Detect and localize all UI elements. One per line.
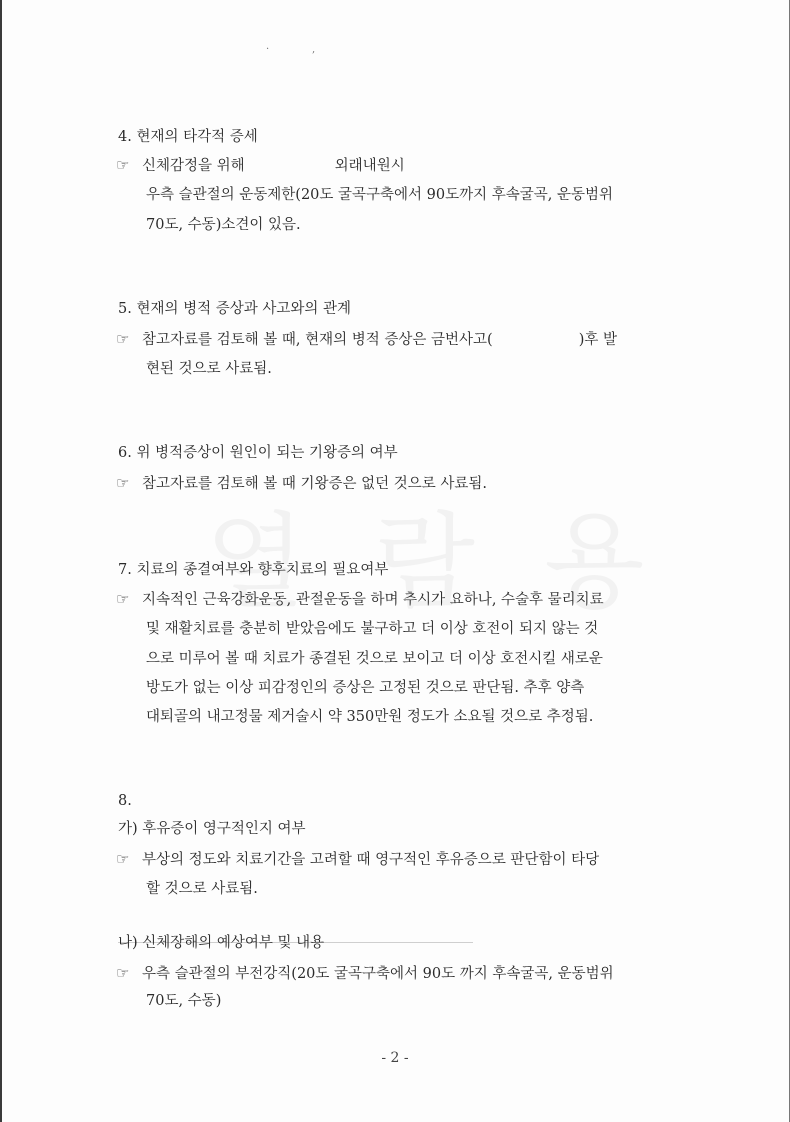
section-8a-title: 가) 후유증이 영구적인지 여부: [118, 821, 306, 837]
section-6-line1: 참고자료를 검토해 볼 때 기왕증은 없던 것으로 사료됨.: [142, 476, 488, 492]
section-8a-line2: 할 것으로 사료됨.: [146, 881, 258, 897]
section-7-line3: 으로 미루어 볼 때 치료가 종결된 것으로 보이고 더 이상 호전시킬 새로운: [146, 651, 603, 667]
section-7-item: [116, 592, 604, 608]
pointing-hand-icon: ☞: [116, 964, 130, 982]
section-6-item: [116, 476, 487, 492]
section-8a-item: [116, 852, 599, 868]
section-4-line2: [146, 188, 686, 203]
section-7-line2: 및 재활치료를 충분히 받았음에도 불구하고 더 이상 호전이 되지 않는 것: [146, 621, 599, 637]
section-8b-item: [116, 966, 614, 982]
section-8b-line1: 우측 슬관절의 부전강직(20도 굴곡구축에서 90도 까지 후속굴곡, 운동범위: [142, 966, 614, 982]
section-8-number: 8.: [118, 793, 132, 809]
section-7-line4: 방도가 없는 이상 피감정인의 증상은 고정된 것으로 판단됨. 추후 양측: [146, 680, 585, 696]
section-7-title: 7. 치료의 종결여부와 향후치료의 필요여부: [118, 562, 389, 578]
section-4-item: [116, 158, 405, 174]
section-8b-line2: 70도, 수동): [146, 993, 222, 1009]
section-8b-title: 나) 신체장해의 예상여부 및 내용: [118, 935, 325, 951]
pointing-hand-icon: ☞: [116, 156, 130, 174]
section-4-line3: 70도, 수동)소견이 있음.: [146, 217, 301, 233]
page-number: - 2 -: [381, 1050, 409, 1066]
section-6-title: 6. 위 병적증상이 원인이 되는 기왕증의 여부: [118, 445, 398, 461]
pointing-hand-icon: ☞: [116, 330, 130, 348]
section-5-title: 5. 현재의 병적 증상과 사고와의 관계: [118, 301, 351, 317]
pointing-hand-icon: ☞: [116, 590, 130, 608]
section-4-line2-text: 우측 슬관절의 운동제한(20도 굴곡구축에서 90도까지 후속굴곡, 운동범위: [146, 187, 614, 203]
section-4-line1-a: 신체감정을 위해: [142, 158, 245, 174]
section-5-item: [116, 332, 617, 348]
section-4-line1-b: 외래내원시: [334, 158, 405, 174]
section-5-line1-a: 참고자료를 검토해 볼 때, 현재의 병적 증상은 금번사고(: [142, 332, 493, 348]
section-5-line2: 현된 것으로 사료됨.: [146, 361, 272, 377]
pointing-hand-icon: ☞: [116, 474, 130, 492]
pointing-hand-icon: ☞: [116, 850, 130, 868]
scan-speck: ,: [312, 44, 316, 55]
section-5-line1-b: )후 발: [578, 332, 617, 348]
section-8a-line1: 부상의 정도와 치료기간을 고려할 때 영구적인 후유증으로 판단함이 타당: [142, 852, 600, 868]
section-7-line5: 대퇴골의 내고정물 제거술시 약 350만원 정도가 소요될 것으로 추정됨.: [146, 709, 594, 725]
section-4-title: 4. 현재의 타각적 증세: [118, 129, 258, 145]
section-7-line1: 지속적인 근육강화운동, 관절운동을 하며 추시가 요하나, 수술후 물리치료: [142, 592, 604, 608]
scan-speck: ·: [266, 44, 270, 55]
